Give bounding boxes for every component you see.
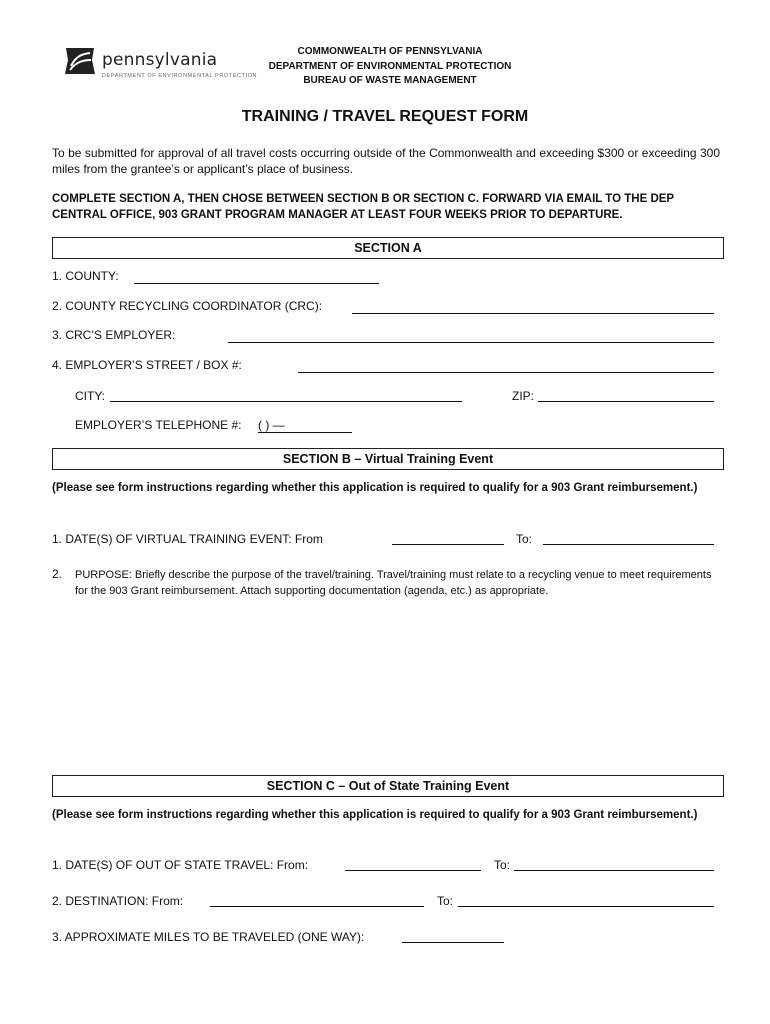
destination-from-field[interactable] (210, 906, 424, 907)
purpose-text: PURPOSE: Briefly describe the purpose of the travel/training. Travel/training must relate to a recycling venue to meet requirements for the 903 Grant reimbursement. Attach supporting documentation (agenda, etc.) as appropriate. (75, 569, 712, 597)
logo-subtitle: DEPARTMENT OF ENVIRONMENTAL PROTECTION (102, 73, 258, 79)
destination-to-field[interactable] (458, 906, 714, 907)
form-title: TRAINING / TRAVEL REQUEST FORM (241, 108, 529, 125)
virtual-from-field[interactable] (392, 544, 504, 545)
employer-label: 3. CRC’S EMPLOYER: (52, 328, 176, 342)
phone-field[interactable]: ( ) — (258, 418, 352, 433)
virtual-to-label: To: (516, 532, 533, 546)
purpose-answer-area[interactable] (75, 605, 723, 765)
section-b-note: (Please see form instructions regarding whether this application is required to qualify for a 903 Grant reimbursement.) (52, 482, 698, 494)
zip-field[interactable] (538, 401, 714, 402)
section-c-header: SECTION C – Out of State Training Event (52, 775, 724, 797)
logo-wordmark: pennsylvania (102, 50, 218, 70)
purpose-number: 2. (52, 567, 63, 581)
travel-to-label: To: (494, 858, 511, 872)
keystone-icon (62, 44, 98, 78)
instruction-text: COMPLETE SECTION A, THEN CHOSE BETWEEN SECTION B OR SECTION C. FORWARD VIA EMAIL TO THE DEP CENTRAL OFFICE, 903 GRANT PROGRAM MANAGER AT LEAST FOUR WEEKS PRIOR TO DEPARTURE. (52, 193, 674, 221)
street-field[interactable] (298, 372, 714, 373)
street-label: 4. EMPLOYER’S STREET / BOX #: (52, 358, 242, 372)
travel-from-field[interactable] (345, 870, 481, 871)
miles-field[interactable] (402, 942, 504, 943)
destination-label: 2. DESTINATION: From: (52, 894, 184, 908)
header-line-3: BUREAU OF WASTE MANAGEMENT (303, 75, 477, 86)
destination-to-label: To: (437, 894, 454, 908)
intro-text: To be submitted for approval of all travel costs occurring outside of the Commonwealth and exceeding $300 or exceeding 300 miles from the grantee’s or applicant’s place of business. (52, 146, 720, 176)
phone-label: EMPLOYER’S TELEPHONE #: (75, 418, 242, 432)
county-label: 1. COUNTY: (52, 269, 119, 283)
section-c-note: (Please see form instructions regarding whether this application is required to qualify for a 903 Grant reimbursement.) (52, 809, 698, 821)
travel-to-field[interactable] (514, 870, 714, 871)
virtual-to-field[interactable] (543, 544, 714, 545)
city-field[interactable] (110, 401, 462, 402)
employer-field[interactable] (228, 342, 714, 343)
section-b-header: SECTION B – Virtual Training Event (52, 448, 724, 470)
travel-dates-label: 1. DATE(S) OF OUT OF STATE TRAVEL: From: (52, 858, 309, 872)
pennsylvania-logo (62, 44, 258, 90)
city-label: CITY: (75, 389, 106, 403)
virtual-dates-label: 1. DATE(S) OF VIRTUAL TRAINING EVENT: From (52, 532, 323, 546)
crc-label: 2. COUNTY RECYCLING COORDINATOR (CRC): (52, 299, 323, 313)
header-line-2: DEPARTMENT OF ENVIRONMENTAL PROTECTION (268, 61, 512, 72)
section-a-header: SECTION A (52, 237, 724, 259)
crc-field[interactable] (352, 313, 714, 314)
zip-label: ZIP: (512, 389, 535, 403)
miles-label: 3. APPROXIMATE MILES TO BE TRAVELED (ONE WAY): (52, 930, 365, 944)
county-field[interactable] (134, 283, 379, 284)
header-line-1: COMMONWEALTH OF PENNSYLVANIA (297, 46, 483, 57)
